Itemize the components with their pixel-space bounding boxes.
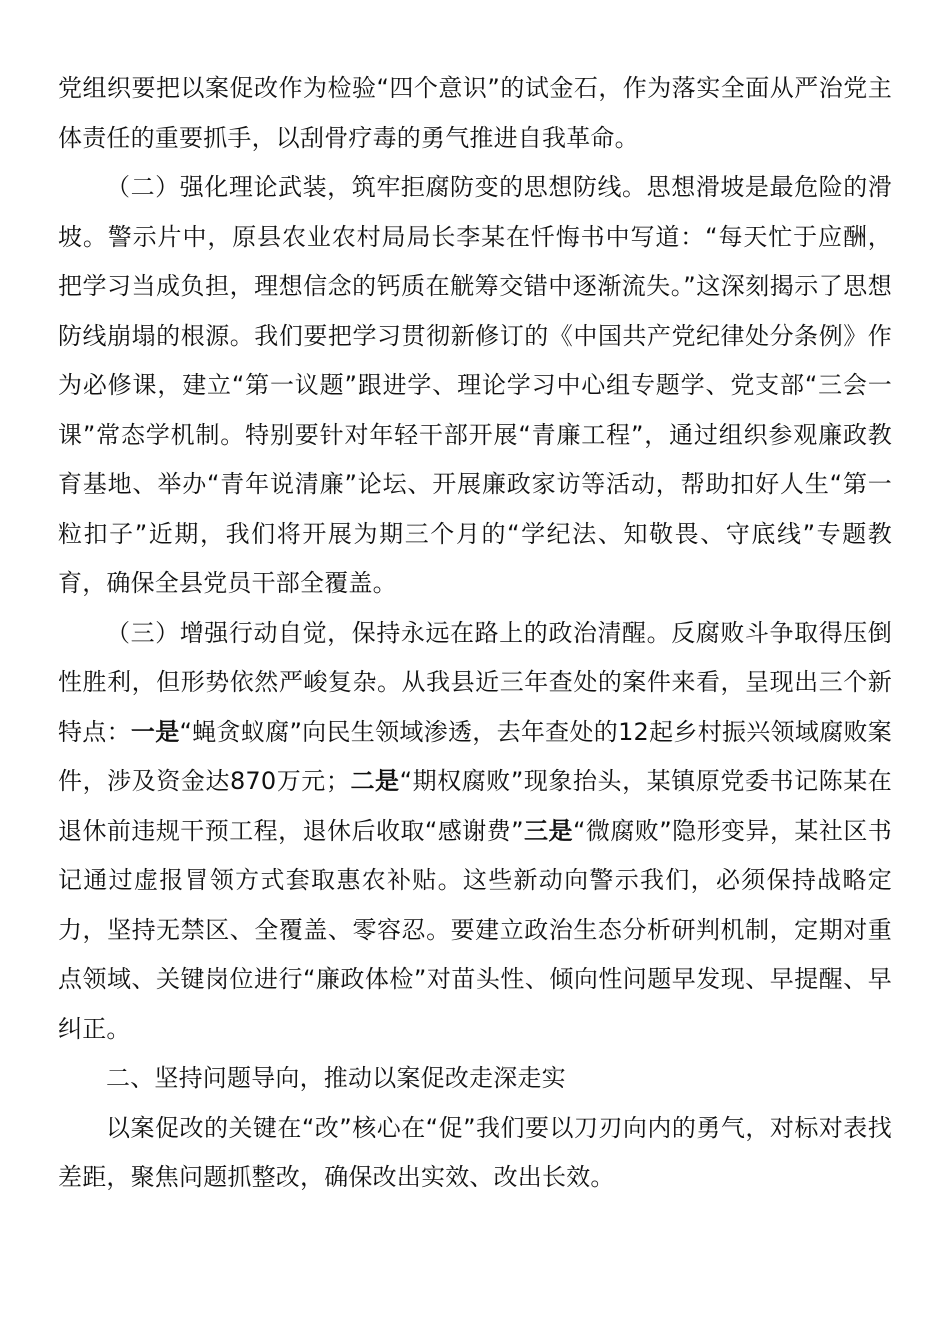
paragraph-section-2: （二）强化理论武装，筑牢拒腐防变的思想防线。思想滑坡是最危险的滑坡。警示片中，原县农业农村局局长李某在忏悔书中写道：“每天忙于应酬，把学习当成负担，理想信念的钙质在觥筹交错中逐渐流失。”这深刻揭示了思想防线崩塌的根源。我们要把学习贯彻新修订的《中国共产党纪律处分条例》作为必修课，建立“第一议题”跟进学、理论学习中心组专题学、党支部“三会一课”常态学机制。特别要针对年轻干部开展“青廉工程”，通过组织参观廉政教育基地、举办“青年说清廉”论坛、开展廉政家访等活动，帮助扣好人生“第一粒扣子”近期，我们将开展为期三个月的“学纪法、知敬畏、守底线”专题教育，确保全县党员干部全覆盖。 — [58, 173, 892, 597]
paragraph-section-3 — [58, 609, 892, 1055]
section-3-intro: （三）增强行动自觉，保持永远在路上的政治清醒。反腐败斗争取得压倒性胜利，但形势依然严峻复杂。从我县近三年查处的案件来看，呈现出三个新特点： — [58, 618, 892, 746]
point-2-text: “期权腐败”现象抬头，某镇原党委书记陈某在退休前违规干预工程，退休后收取“感谢费” — [58, 767, 892, 845]
point-1-label: 一是 — [130, 717, 180, 746]
point-2-label: 二是 — [350, 767, 400, 795]
paragraph-section-2-intro: 以案促改的关键在“改”核心在“促”我们要以刀刃向内的勇气，对标对表找差距，聚焦问题抓整改，确保改出实效、改出长效。 — [58, 1113, 892, 1191]
paragraph-continuation: 党组织要把以案促改作为检验“四个意识”的试金石，作为落实全面从严治党主体责任的重要抓手，以刮骨疗毒的勇气推进自我革命。 — [58, 74, 892, 152]
point-1-text: “蝇贪蚁腐”向民生领域渗透，去年查处的12起乡村振兴领域腐败案件，涉及资金达870万元； — [58, 717, 892, 795]
point-3-label: 三是 — [523, 816, 573, 845]
point-3-text: “微腐败”隐形变异，某社区书记通过虚报冒领方式套取惠农补贴。这些新动向警示我们，必须保持战略定力，坚持无禁区、全覆盖、零容忍。要建立政治生态分析研判机制，定期对重点领域、关键岗位进行“廉政体检”对苗头性、倾向性问题早发现、早提醒、早纠正。 — [58, 816, 892, 1043]
document-body — [58, 64, 892, 1203]
section-heading-2: 二、坚持问题导向，推动以案促改走深走实 — [106, 1064, 566, 1092]
